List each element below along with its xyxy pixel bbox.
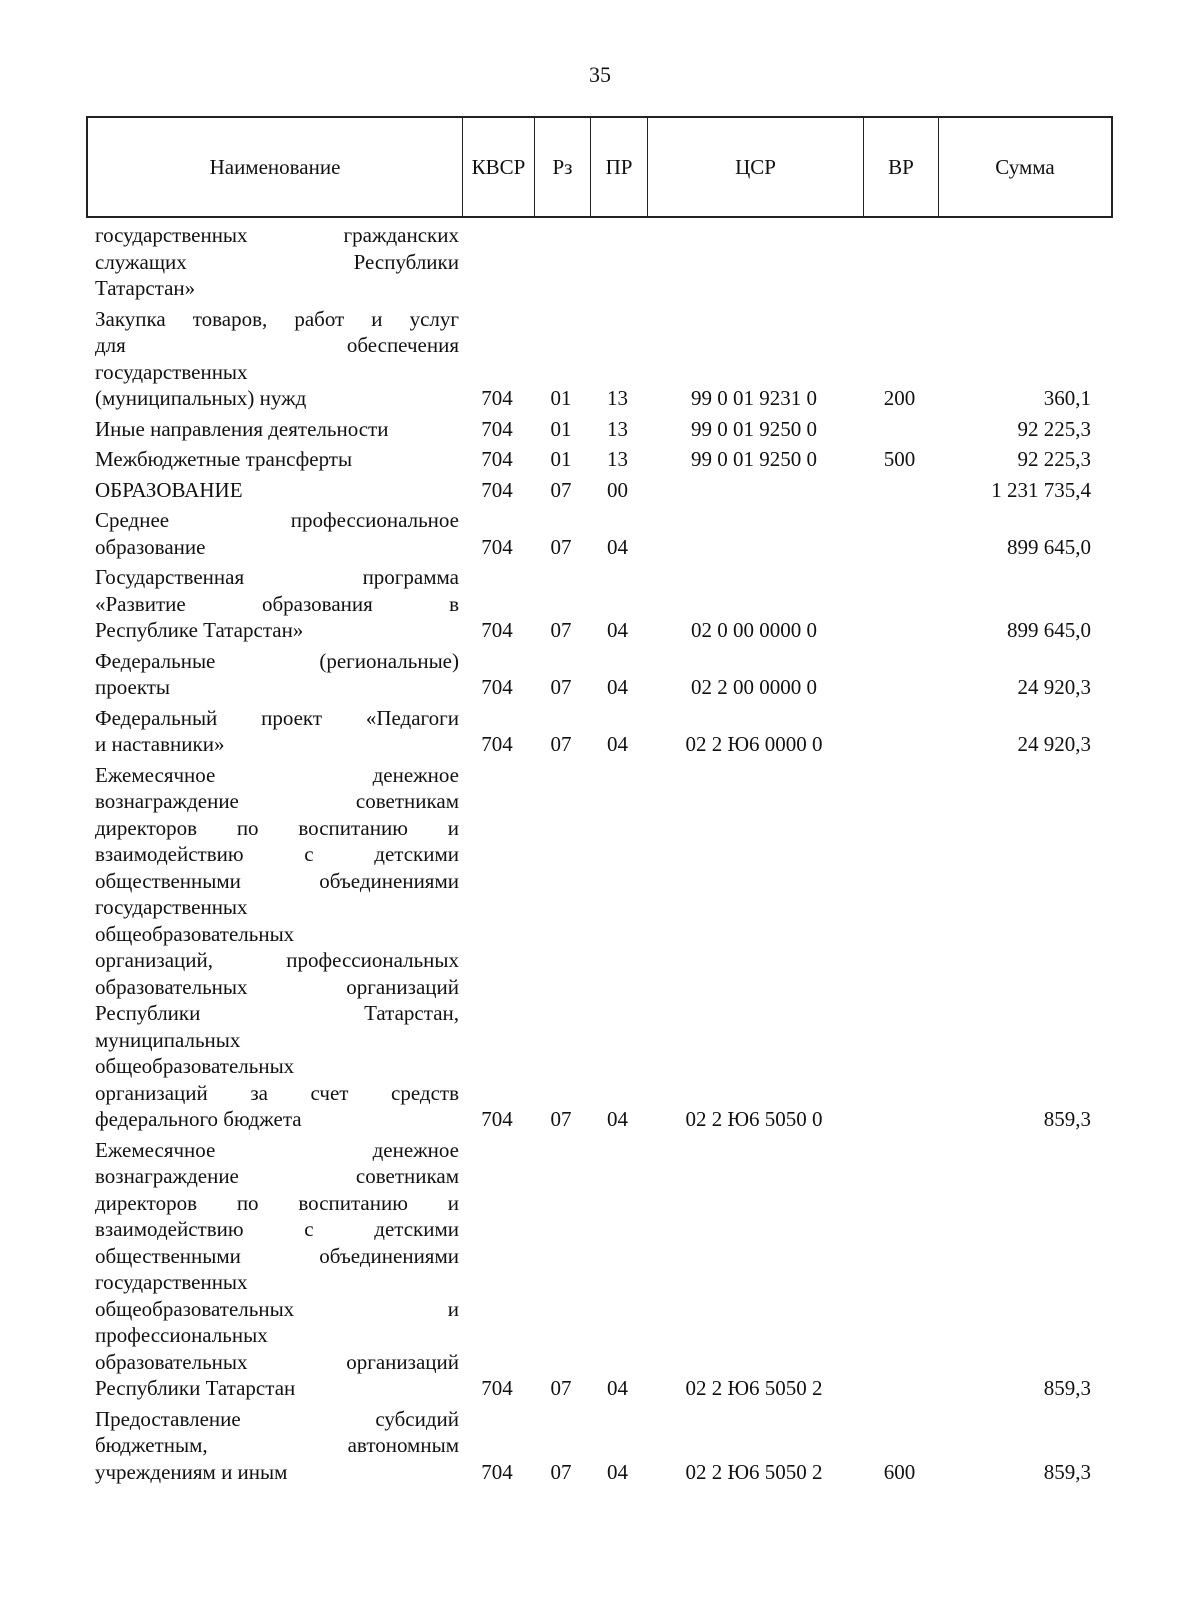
row-sum: 859,3 <box>1043 1376 1091 1400</box>
row-rz: 01 <box>550 447 572 471</box>
row-csr: 02 2 Ю6 0000 0 <box>685 732 823 756</box>
row-name <box>95 477 459 504</box>
row-csr: 02 0 00 0000 0 <box>691 618 817 642</box>
table-row <box>86 1137 1113 1402</box>
row-name-line: государственных <box>95 895 248 919</box>
row-kvsr: 704 <box>481 732 513 756</box>
row-csr: 02 2 00 0000 0 <box>691 675 817 699</box>
row-pr: 00 <box>607 477 628 502</box>
row-rz: 07 <box>550 1459 572 1484</box>
row-pr: 04 <box>607 675 628 699</box>
row-name-line: общественными объединениями <box>95 1243 459 1268</box>
row-kvsr: 704 <box>481 618 513 642</box>
row-name-line: Иные направления деятельности <box>95 416 389 441</box>
table-row <box>86 705 1113 758</box>
row-name-line: Закупка товаров, работ и услуг <box>95 306 459 331</box>
row-pr: 04 <box>607 1459 628 1484</box>
row-kvsr: 704 <box>481 675 513 699</box>
row-name <box>95 705 459 758</box>
row-csr: 02 2 Ю6 5050 2 <box>685 1376 823 1400</box>
row-name-line: взаимодействию с детскими <box>95 1217 459 1241</box>
row-name-line: Предоставление субсидий <box>95 1406 459 1431</box>
row-name <box>95 1406 459 1486</box>
row-name-line: (муниципальных) нужд <box>95 386 307 410</box>
row-csr: 99 0 01 9250 0 <box>691 447 817 471</box>
row-csr: 02 2 Ю6 5050 0 <box>685 1107 823 1131</box>
row-name-line: бюджетным, автономным <box>95 1433 459 1457</box>
row-name-line: Межбюджетные трансферты <box>95 447 353 471</box>
row-name-line: директоров по воспитанию и <box>95 815 459 840</box>
header-vr: ВР <box>864 118 939 216</box>
row-kvsr: 704 <box>481 386 513 410</box>
row-rz: 07 <box>550 477 572 502</box>
row-name-line: общественными объединениями <box>95 868 459 893</box>
row-rz: 07 <box>550 732 572 756</box>
table-row <box>86 1406 1113 1486</box>
table-header <box>86 116 1113 218</box>
row-name-line: ОБРАЗОВАНИЕ <box>95 477 243 502</box>
row-rz: 07 <box>550 618 572 642</box>
header-sum: Сумма <box>995 154 1055 179</box>
row-name <box>95 416 459 443</box>
table-body <box>86 222 1113 1489</box>
table-row <box>86 564 1113 644</box>
row-sum: 1 231 735,4 <box>991 477 1091 502</box>
row-name-line: профессиональных <box>95 1323 268 1347</box>
row-kvsr: 704 <box>481 1459 513 1484</box>
row-name-line: для обеспечения <box>95 333 459 357</box>
row-name-line: Республики Татарстан, <box>95 1001 459 1025</box>
row-pr: 04 <box>607 618 628 642</box>
row-name-line: «Развитие образования в <box>95 591 459 616</box>
row-name-line: общеобразовательных <box>95 921 295 946</box>
row-name-line: Татарстан» <box>95 276 196 300</box>
row-sum: 92 225,3 <box>1017 416 1091 441</box>
table-row <box>86 306 1113 412</box>
row-sum: 92 225,3 <box>1017 447 1091 471</box>
row-pr: 13 <box>607 416 628 441</box>
row-name-line: проекты <box>95 675 171 699</box>
header-csr: ЦСР <box>648 118 864 216</box>
row-name <box>95 564 459 644</box>
row-name <box>95 222 459 302</box>
header-kvsr: КВСР <box>463 118 535 216</box>
row-name-line: Федеральный проект «Педагоги <box>95 705 459 730</box>
row-name <box>95 446 459 473</box>
row-name-line: организаций за счет средств <box>95 1080 459 1105</box>
table-row <box>86 648 1113 701</box>
table-row <box>86 762 1113 1133</box>
row-name-line: взаимодействию с детскими <box>95 842 459 866</box>
row-name-line: директоров по воспитанию и <box>95 1190 459 1215</box>
row-name-line: общеобразовательных <box>95 1054 295 1078</box>
row-name-line: Государственная программа <box>95 565 459 589</box>
row-sum: 899 645,0 <box>1007 618 1091 642</box>
row-name-line: Ежемесячное денежное <box>95 762 459 787</box>
row-name-line: образовательных организаций <box>95 1349 459 1374</box>
row-kvsr: 704 <box>481 1376 513 1400</box>
row-name-line: и наставники» <box>95 732 225 756</box>
table-row <box>86 507 1113 560</box>
table-row <box>86 446 1113 473</box>
row-name-line: Республике Татарстан» <box>95 618 304 642</box>
row-csr: 99 0 01 9250 0 <box>691 416 817 441</box>
row-sum: 360,1 <box>1043 386 1091 410</box>
row-name-line: вознаграждение советникам <box>95 1164 459 1188</box>
row-pr: 04 <box>607 732 628 756</box>
row-name-line: вознаграждение советникам <box>95 789 459 813</box>
row-name-line: образовательных организаций <box>95 974 459 999</box>
row-rz: 01 <box>550 416 572 441</box>
header-rz: Рз <box>535 118 591 216</box>
row-kvsr: 704 <box>481 1107 513 1131</box>
row-name-line: Федеральные (региональные) <box>95 648 459 673</box>
row-name-line: федерального бюджета <box>95 1107 302 1131</box>
row-sum: 24 920,3 <box>1017 675 1091 699</box>
table-row <box>86 222 1113 302</box>
row-sum: 859,3 <box>1043 1107 1091 1131</box>
page-number: 35 <box>589 62 611 87</box>
row-pr: 13 <box>607 447 628 471</box>
header-name: Наименование <box>88 118 463 216</box>
row-name-line: государственных гражданских <box>95 223 459 247</box>
row-name-line: общеобразовательных и <box>95 1296 459 1321</box>
row-name <box>95 507 459 560</box>
row-vr: 500 <box>883 447 916 471</box>
table-row <box>86 416 1113 443</box>
row-name-line: организаций, профессиональных <box>95 948 459 972</box>
row-name-line: государственных <box>95 359 248 384</box>
row-kvsr: 704 <box>481 447 513 471</box>
row-name <box>95 1137 459 1402</box>
row-name-line: государственных <box>95 1270 248 1294</box>
row-name-line: муниципальных <box>95 1027 241 1052</box>
row-pr: 13 <box>607 386 628 410</box>
row-pr: 04 <box>607 534 628 559</box>
row-name-line: образование <box>95 534 206 559</box>
row-vr: 200 <box>883 386 916 410</box>
row-name <box>95 306 459 412</box>
row-sum: 859,3 <box>1043 1459 1091 1484</box>
row-pr: 04 <box>607 1376 628 1400</box>
row-rz: 07 <box>550 675 572 699</box>
row-csr: 99 0 01 9231 0 <box>691 386 817 410</box>
row-name-line: Среднее профессиональное <box>95 508 459 532</box>
row-rz: 01 <box>550 386 572 410</box>
row-name-line: Ежемесячное денежное <box>95 1137 459 1162</box>
row-name <box>95 648 459 701</box>
table-row <box>86 477 1113 504</box>
row-sum: 899 645,0 <box>1007 534 1091 559</box>
row-kvsr: 704 <box>481 534 513 559</box>
row-name-line: учреждениям и иным <box>95 1459 288 1484</box>
row-name-line: Республики Татарстан <box>95 1376 296 1400</box>
row-name-line: служащих Республики <box>95 249 459 274</box>
row-sum: 24 920,3 <box>1017 732 1091 756</box>
row-vr: 600 <box>883 1459 916 1484</box>
row-rz: 07 <box>550 1107 572 1131</box>
row-rz: 07 <box>550 1376 572 1400</box>
row-pr: 04 <box>607 1107 628 1131</box>
header-pr: ПР <box>591 118 648 216</box>
row-csr: 02 2 Ю6 5050 2 <box>685 1459 823 1484</box>
row-name <box>95 762 459 1133</box>
row-rz: 07 <box>550 534 572 559</box>
row-kvsr: 704 <box>481 416 513 441</box>
row-kvsr: 704 <box>481 477 513 502</box>
